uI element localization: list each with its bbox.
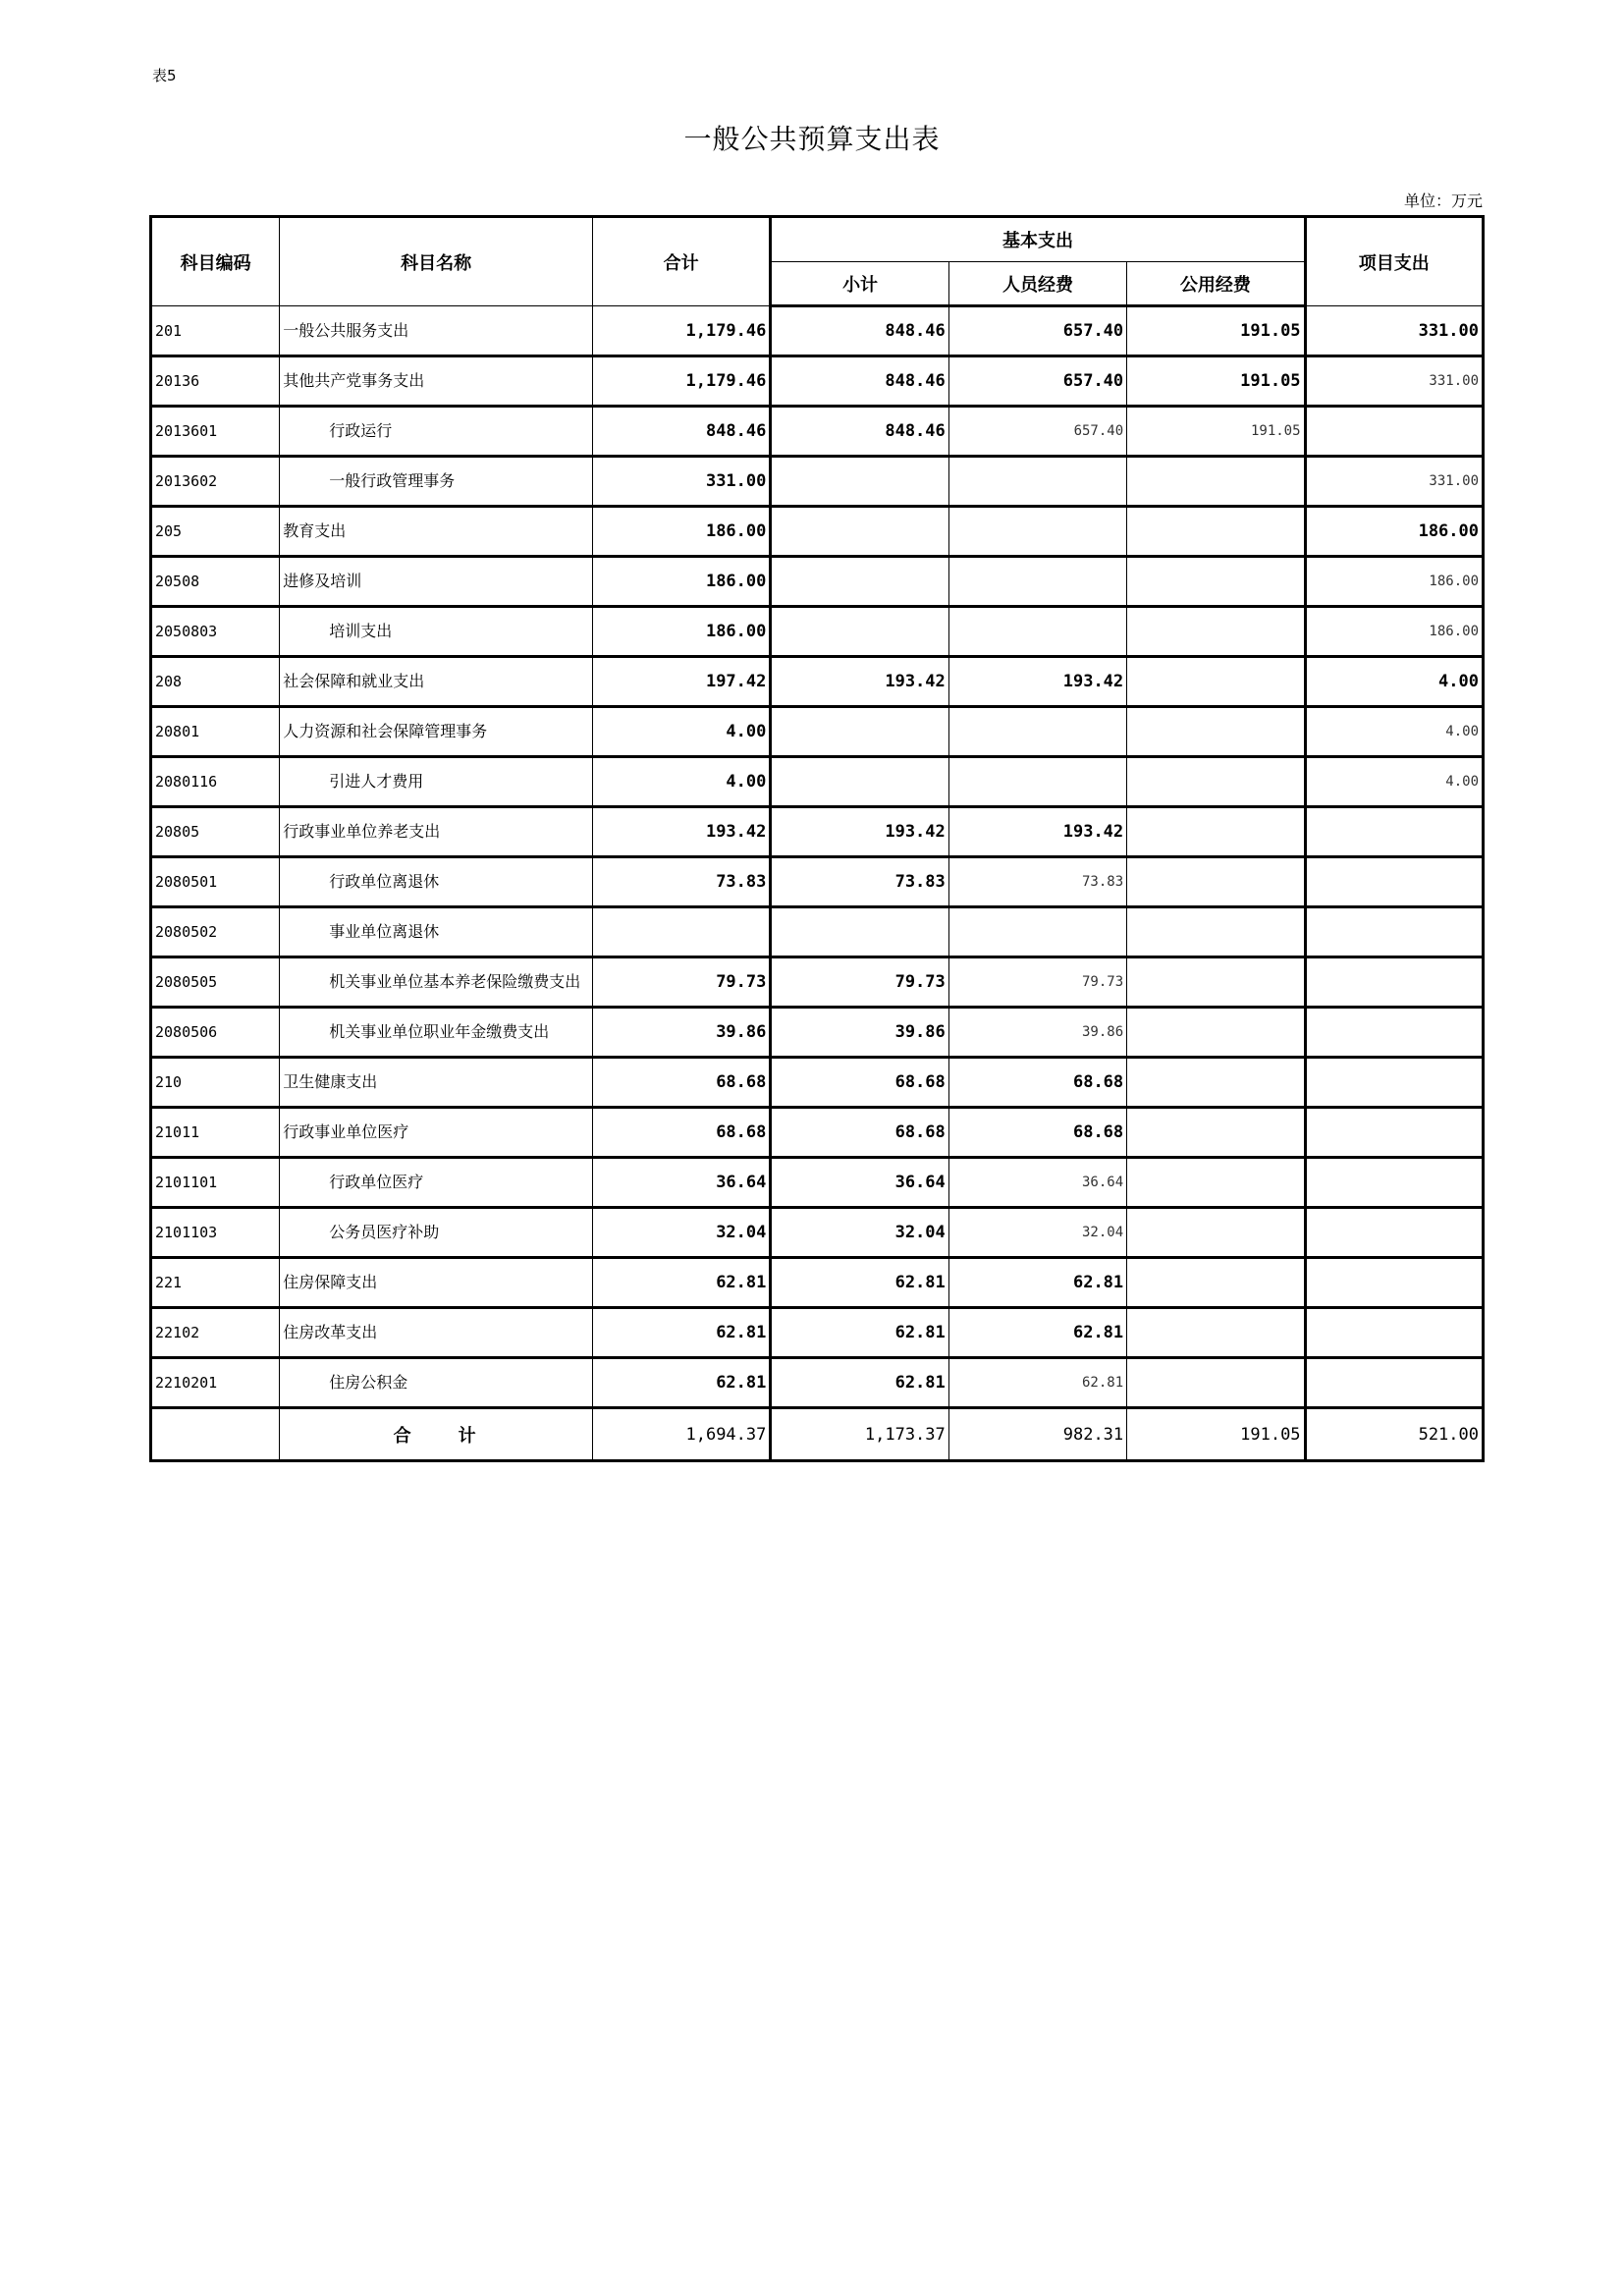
cell-code: 2080502 — [151, 907, 280, 957]
table-row — [151, 1258, 1484, 1308]
cell-public — [1127, 707, 1305, 757]
table-row — [151, 607, 1484, 657]
cell-project — [1305, 1258, 1483, 1308]
cell-code: 2080505 — [151, 957, 280, 1008]
header-public: 公用经费 — [1127, 262, 1305, 306]
table-body — [151, 306, 1484, 1461]
header-code: 科目编码 — [151, 217, 280, 306]
cell-code: 20136 — [151, 356, 280, 407]
cell-code: 205 — [151, 507, 280, 557]
cell-code: 201 — [151, 306, 280, 356]
cell-project: 331.00 — [1305, 457, 1483, 507]
table-row — [151, 306, 1484, 356]
cell-name: 行政单位医疗 — [280, 1158, 593, 1208]
cell-personnel — [948, 557, 1126, 607]
cell-project — [1305, 407, 1483, 457]
cell-name: 培训支出 — [280, 607, 593, 657]
cell-personnel: 657.40 — [948, 306, 1126, 356]
cell-total: 62.81 — [592, 1358, 770, 1408]
cell-personnel: 79.73 — [948, 957, 1126, 1008]
cell-subtotal — [771, 907, 948, 957]
cell-project: 4.00 — [1305, 757, 1483, 807]
cell-total: 186.00 — [592, 507, 770, 557]
cell-project — [1305, 1058, 1483, 1108]
cell-code: 22102 — [151, 1308, 280, 1358]
cell-personnel — [948, 907, 1126, 957]
totals-project: 521.00 — [1305, 1408, 1483, 1461]
cell-public — [1127, 607, 1305, 657]
cell-total: 39.86 — [592, 1008, 770, 1058]
cell-project: 331.00 — [1305, 356, 1483, 407]
cell-subtotal: 848.46 — [771, 407, 948, 457]
cell-subtotal — [771, 707, 948, 757]
cell-public — [1127, 507, 1305, 557]
cell-subtotal: 62.81 — [771, 1258, 948, 1308]
cell-project: 186.00 — [1305, 607, 1483, 657]
cell-name: 教育支出 — [280, 507, 593, 557]
cell-total: 4.00 — [592, 757, 770, 807]
cell-name: 机关事业单位基本养老保险缴费支出 — [280, 957, 593, 1008]
table-row — [151, 507, 1484, 557]
cell-code: 20801 — [151, 707, 280, 757]
cell-subtotal: 68.68 — [771, 1058, 948, 1108]
cell-name: 行政运行 — [280, 407, 593, 457]
cell-total: 62.81 — [592, 1258, 770, 1308]
cell-public — [1127, 1208, 1305, 1258]
cell-total: 848.46 — [592, 407, 770, 457]
header-name: 科目名称 — [280, 217, 593, 306]
cell-project — [1305, 807, 1483, 857]
cell-personnel: 36.64 — [948, 1158, 1126, 1208]
cell-project — [1305, 1108, 1483, 1158]
cell-public — [1127, 957, 1305, 1008]
cell-personnel: 657.40 — [948, 407, 1126, 457]
cell-total: 73.83 — [592, 857, 770, 907]
cell-total: 197.42 — [592, 657, 770, 707]
cell-code: 20805 — [151, 807, 280, 857]
table-row — [151, 957, 1484, 1008]
totals-label: 合计 — [280, 1408, 593, 1461]
cell-public — [1127, 857, 1305, 907]
table-number-label: 表5 — [152, 67, 177, 84]
cell-personnel — [948, 607, 1126, 657]
cell-project — [1305, 857, 1483, 907]
cell-total: 62.81 — [592, 1308, 770, 1358]
cell-public — [1127, 1058, 1305, 1108]
cell-total: 193.42 — [592, 807, 770, 857]
cell-code: 21011 — [151, 1108, 280, 1158]
cell-subtotal: 848.46 — [771, 306, 948, 356]
cell-subtotal: 32.04 — [771, 1208, 948, 1258]
header-personnel: 人员经费 — [948, 262, 1126, 306]
cell-name: 行政事业单位养老支出 — [280, 807, 593, 857]
cell-code: 2101101 — [151, 1158, 280, 1208]
cell-total — [592, 907, 770, 957]
cell-code: 208 — [151, 657, 280, 707]
cell-project: 186.00 — [1305, 507, 1483, 557]
cell-name: 住房保障支出 — [280, 1258, 593, 1308]
cell-code: 210 — [151, 1058, 280, 1108]
cell-public: 191.05 — [1127, 407, 1305, 457]
cell-total: 32.04 — [592, 1208, 770, 1258]
cell-personnel: 68.68 — [948, 1108, 1126, 1158]
cell-name: 其他共产党事务支出 — [280, 356, 593, 407]
cell-total: 68.68 — [592, 1058, 770, 1108]
cell-personnel: 657.40 — [948, 356, 1126, 407]
cell-name: 进修及培训 — [280, 557, 593, 607]
cell-personnel: 193.42 — [948, 657, 1126, 707]
cell-public — [1127, 757, 1305, 807]
cell-name: 住房改革支出 — [280, 1308, 593, 1358]
unit-label: 单位：万元 — [1403, 191, 1483, 210]
cell-total: 36.64 — [592, 1158, 770, 1208]
cell-name: 事业单位离退休 — [280, 907, 593, 957]
cell-name: 公务员医疗补助 — [280, 1208, 593, 1258]
cell-personnel: 73.83 — [948, 857, 1126, 907]
table-row — [151, 807, 1484, 857]
cell-code: 2050803 — [151, 607, 280, 657]
totals-subtotal: 1,173.37 — [771, 1408, 948, 1461]
table-row — [151, 657, 1484, 707]
totals-total: 1,694.37 — [592, 1408, 770, 1461]
cell-code: 2013601 — [151, 407, 280, 457]
cell-subtotal: 36.64 — [771, 1158, 948, 1208]
cell-name: 社会保障和就业支出 — [280, 657, 593, 707]
cell-total: 79.73 — [592, 957, 770, 1008]
table-row — [151, 1208, 1484, 1258]
table-row — [151, 457, 1484, 507]
cell-code: 2013602 — [151, 457, 280, 507]
cell-personnel: 62.81 — [948, 1358, 1126, 1408]
cell-personnel: 62.81 — [948, 1258, 1126, 1308]
cell-subtotal — [771, 557, 948, 607]
cell-public — [1127, 457, 1305, 507]
totals-row — [151, 1408, 1484, 1461]
table-row — [151, 857, 1484, 907]
cell-subtotal — [771, 757, 948, 807]
cell-subtotal — [771, 457, 948, 507]
table-row — [151, 1158, 1484, 1208]
cell-personnel — [948, 757, 1126, 807]
header-total: 合计 — [592, 217, 770, 306]
cell-public — [1127, 807, 1305, 857]
cell-code: 2080116 — [151, 757, 280, 807]
cell-subtotal: 193.42 — [771, 657, 948, 707]
header-subtotal: 小计 — [771, 262, 948, 306]
cell-code: 2101103 — [151, 1208, 280, 1258]
cell-personnel — [948, 457, 1126, 507]
cell-subtotal: 62.81 — [771, 1358, 948, 1408]
cell-name: 行政单位离退休 — [280, 857, 593, 907]
cell-public — [1127, 1308, 1305, 1358]
cell-subtotal: 193.42 — [771, 807, 948, 857]
table-row — [151, 356, 1484, 407]
cell-total: 1,179.46 — [592, 356, 770, 407]
cell-total: 186.00 — [592, 607, 770, 657]
cell-public: 191.05 — [1127, 306, 1305, 356]
cell-subtotal: 73.83 — [771, 857, 948, 907]
cell-code: 221 — [151, 1258, 280, 1308]
table-row — [151, 557, 1484, 607]
budget-expenditure-table — [149, 215, 1485, 1462]
table-row — [151, 1058, 1484, 1108]
cell-public — [1127, 1108, 1305, 1158]
cell-name: 人力资源和社会保障管理事务 — [280, 707, 593, 757]
page-title: 一般公共预算支出表 — [683, 123, 941, 155]
cell-public — [1127, 557, 1305, 607]
cell-subtotal — [771, 607, 948, 657]
table-row — [151, 407, 1484, 457]
table-row — [151, 707, 1484, 757]
cell-code: 20508 — [151, 557, 280, 607]
cell-public — [1127, 1158, 1305, 1208]
cell-name: 住房公积金 — [280, 1358, 593, 1408]
cell-name: 机关事业单位职业年金缴费支出 — [280, 1008, 593, 1058]
table-row — [151, 1108, 1484, 1158]
header-project-expenditure: 项目支出 — [1305, 217, 1483, 306]
cell-project — [1305, 907, 1483, 957]
table-row — [151, 1008, 1484, 1058]
cell-public: 191.05 — [1127, 356, 1305, 407]
cell-project — [1305, 1008, 1483, 1058]
cell-code: 2210201 — [151, 1358, 280, 1408]
cell-subtotal — [771, 507, 948, 557]
totals-personnel: 982.31 — [948, 1408, 1126, 1461]
table-row — [151, 1358, 1484, 1408]
cell-total: 68.68 — [592, 1108, 770, 1158]
cell-total: 186.00 — [592, 557, 770, 607]
cell-code: 2080501 — [151, 857, 280, 907]
cell-personnel: 39.86 — [948, 1008, 1126, 1058]
cell-project — [1305, 1358, 1483, 1408]
cell-name: 卫生健康支出 — [280, 1058, 593, 1108]
cell-total: 1,179.46 — [592, 306, 770, 356]
cell-project: 331.00 — [1305, 306, 1483, 356]
cell-public — [1127, 907, 1305, 957]
table-row — [151, 757, 1484, 807]
table-row — [151, 907, 1484, 957]
cell-project — [1305, 957, 1483, 1008]
cell-personnel: 193.42 — [948, 807, 1126, 857]
cell-subtotal: 79.73 — [771, 957, 948, 1008]
cell-public — [1127, 1358, 1305, 1408]
cell-subtotal: 62.81 — [771, 1308, 948, 1358]
cell-subtotal: 39.86 — [771, 1008, 948, 1058]
cell-code: 2080506 — [151, 1008, 280, 1058]
cell-name: 一般行政管理事务 — [280, 457, 593, 507]
cell-subtotal: 68.68 — [771, 1108, 948, 1158]
cell-public — [1127, 657, 1305, 707]
cell-personnel: 32.04 — [948, 1208, 1126, 1258]
cell-project: 4.00 — [1305, 707, 1483, 757]
cell-personnel — [948, 507, 1126, 557]
cell-project: 186.00 — [1305, 557, 1483, 607]
cell-personnel: 68.68 — [948, 1058, 1126, 1108]
cell-name: 引进人才费用 — [280, 757, 593, 807]
header-basic-expenditure: 基本支出 — [771, 217, 1305, 262]
cell-public — [1127, 1258, 1305, 1308]
cell-name: 行政事业单位医疗 — [280, 1108, 593, 1158]
cell-total: 4.00 — [592, 707, 770, 757]
cell-project: 4.00 — [1305, 657, 1483, 707]
cell-code — [151, 1408, 280, 1461]
cell-personnel — [948, 707, 1126, 757]
cell-subtotal: 848.46 — [771, 356, 948, 407]
cell-personnel: 62.81 — [948, 1308, 1126, 1358]
cell-public — [1127, 1008, 1305, 1058]
cell-project — [1305, 1208, 1483, 1258]
cell-total: 331.00 — [592, 457, 770, 507]
totals-public: 191.05 — [1127, 1408, 1305, 1461]
table-row — [151, 1308, 1484, 1358]
cell-project — [1305, 1308, 1483, 1358]
cell-project — [1305, 1158, 1483, 1208]
cell-name: 一般公共服务支出 — [280, 306, 593, 356]
